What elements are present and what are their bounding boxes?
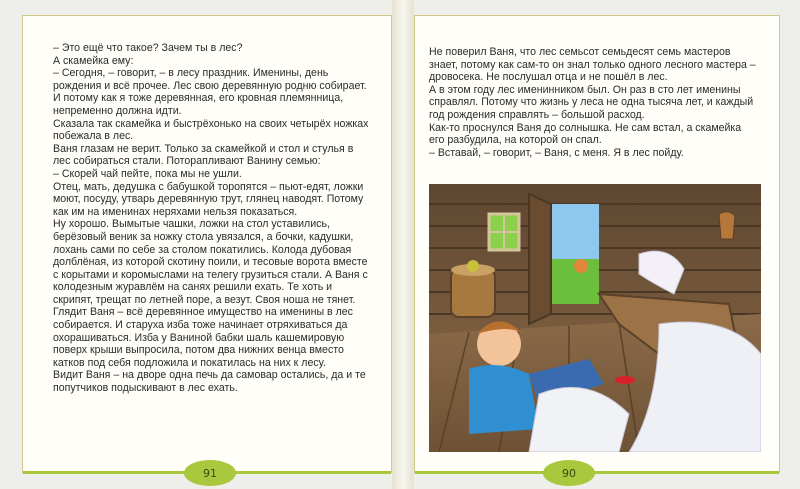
paragraph: Видит Ваня – на дворе одна печь да самовар остались, да и те попутчиков подыскивают в лес ехать. xyxy=(53,369,366,395)
page-number-badge xyxy=(543,460,595,486)
jug xyxy=(719,212,735,239)
boy-shirt xyxy=(469,365,539,434)
barrel xyxy=(451,269,495,317)
book-gutter xyxy=(392,0,414,489)
paragraph: – Это ещё что такое? Зачем ты в лес? xyxy=(53,42,243,54)
paragraph: А скамейка ему: xyxy=(53,54,134,67)
paragraph: Ваня глазам не верит. Только за скамейкой и стол и стулья в лес собираться стали. Поторапливают Ванину семью: xyxy=(53,142,354,168)
paragraph: Не поверил Ваня, что лес семьсот семьдесят семь мастеров знает, потому как сам-то он знал только одного лесного мастера – дровосека. Не послушал отца и не пошёл в лес. xyxy=(429,46,756,84)
right-page xyxy=(414,15,780,480)
page-number: 90 xyxy=(562,466,576,480)
red-slipper xyxy=(615,376,635,384)
paragraph: А в этом году лес именинником был. Он раз в сто лет именины справлял. Потому что жизнь у леса не одна тысяча лет, и каждый год рождения справлять – большой расход. xyxy=(429,83,754,121)
paragraph: – Скорей чай пейте, пока мы не ушли. xyxy=(53,167,242,180)
paragraph: Глядит Ваня – всё деревянное имущество на именины в лес собирается. И старуха изба тоже начинает отряхиваться да охорашиваться. Изба у Ваниной бабки шаль кашемировую поверх крыши выпросила, потом два нижних венца вместо катков под себя подложила и покатилась на них к лесу. xyxy=(53,306,353,369)
paragraph: – Вставай, – говорит, – Ваня, с меня. Я в лес пойду. xyxy=(429,146,684,159)
illustration-svg xyxy=(429,184,761,452)
page-number: 91 xyxy=(203,466,217,480)
cat xyxy=(574,259,588,273)
door xyxy=(529,194,551,324)
right-page-text xyxy=(429,46,759,159)
paragraph: Как-то проснулся Ваня до солнышка. Не сам встал, а скамейка его разбудила, на которой он спал. xyxy=(429,121,742,147)
page-number-badge xyxy=(184,460,236,486)
hut-interior-illustration xyxy=(429,184,761,452)
paragraph: – Сегодня, – говорит, – в лесу праздник. Именины, день рождения и всё прочее. Лес свою деревянную родню собирает. И потому как я тоже деревянная, его кровная племянница, непременно должна идти. xyxy=(53,67,367,117)
left-page-text xyxy=(53,42,371,395)
paragraph: Ну хорошо. Вымытые чашки, ложки на стол уставились, берёзовый веник за ножку стола увязался, а бочки, кадушки, лохань сами по себе за столом покатились. Колода дубовая долблёная, из которой скотину поили, и тесовые ворота вместе с корытами и коромыслами на телегу грузиться стали. А Ваня с колодезным журавлём на санях решили ехать. Те хоть и скрипят, трещат по летней поре, а везут. Своя ноша не тянет. xyxy=(53,218,368,306)
left-page xyxy=(22,15,392,480)
page-bottom-rule xyxy=(415,471,779,474)
paragraph: Отец, мать, дедушка с бабушкой торопятся – пьют-едят, ложки моют, посуду, утварь деревянную трут, глянец наводят. Потому как им на именинах неряхами нельзя показаться. xyxy=(53,180,364,218)
paragraph: Сказала так скамейка и быстрёхонько на своих четырёх ножках побежала в лес. xyxy=(53,117,369,143)
